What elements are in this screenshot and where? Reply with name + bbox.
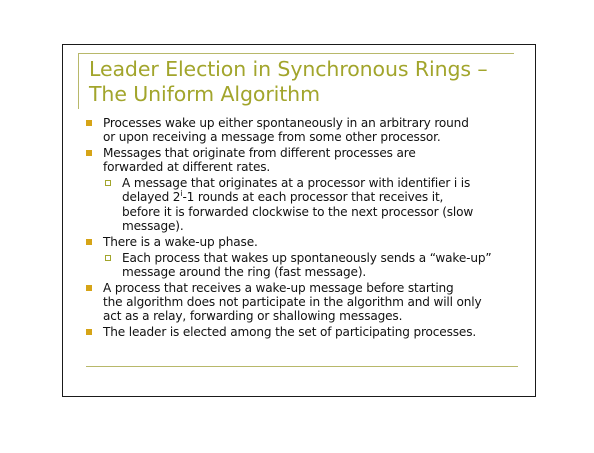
bullet-text-line: The leader is elected among the set of participating processes.: [103, 325, 477, 340]
square-bullet-icon: [86, 329, 92, 335]
sub-bullet-text-line: before it is forwarded clockwise to the next processor (slow: [122, 204, 474, 219]
square-bullet-icon: [86, 150, 92, 156]
square-bullet-icon: [86, 120, 92, 126]
square-bullet-icon: [86, 285, 92, 291]
bullet-item-wake-up-modes: [86, 116, 526, 144]
bullet-item-leader-elected: [86, 325, 526, 339]
sub-bullet-text-line: message around the ring (fast message).: [122, 264, 367, 279]
sub-bullet-item-slow-message: [105, 176, 526, 232]
sub-bullet-text-line: A message that originates at a processor with identifier i is: [122, 176, 471, 191]
bullet-text-line: act as a relay, forwarding or shallowing messages.: [103, 309, 403, 324]
bullet-text-line: There is a wake-up phase.: [103, 234, 258, 249]
bullet-item-wake-up-phase: [86, 235, 526, 249]
slide-content: [86, 116, 526, 341]
slide-title-line-2: The Uniform Algorithm: [89, 82, 320, 106]
bullet-text-line: forwarded at different rates.: [103, 160, 271, 175]
bottom-rule: [86, 366, 518, 367]
sub-bullet-text-line: message).: [122, 218, 184, 233]
slide-title: [89, 57, 529, 107]
delay-text-prefix: delayed 2: [122, 190, 181, 205]
bullet-text-line: Processes wake up either spontaneously in an arbitrary round: [103, 116, 469, 130]
bullet-text-line: the algorithm does not participate in the algorithm and will only: [103, 295, 482, 310]
bullet-text-line: Messages that originate from different processes are: [103, 146, 416, 161]
title-rule-left: [78, 53, 79, 109]
delay-exponent: i: [180, 189, 183, 199]
sub-bullet-text-line: [122, 190, 526, 204]
square-bullet-icon: [86, 239, 92, 245]
bullet-text-line: or upon receiving a message from some other processor.: [103, 130, 441, 145]
bullet-item-relay-process: [86, 281, 526, 323]
sub-bullet-text-line: Each process that wakes up spontaneously sends a “wake-up”: [122, 250, 492, 265]
sub-bullet-item-fast-message: [105, 251, 526, 279]
slide-title-line-1: Leader Election in Synchronous Rings –: [89, 57, 488, 81]
hollow-square-bullet-icon: [105, 180, 111, 186]
bullet-text-line: A process that receives a wake-up message before starting: [103, 281, 454, 296]
bullet-item-message-rates: [86, 146, 526, 174]
hollow-square-bullet-icon: [105, 255, 111, 261]
title-rule-top: [78, 53, 514, 54]
delay-text-suffix: -1 rounds at each processor that receives it,: [182, 190, 444, 205]
